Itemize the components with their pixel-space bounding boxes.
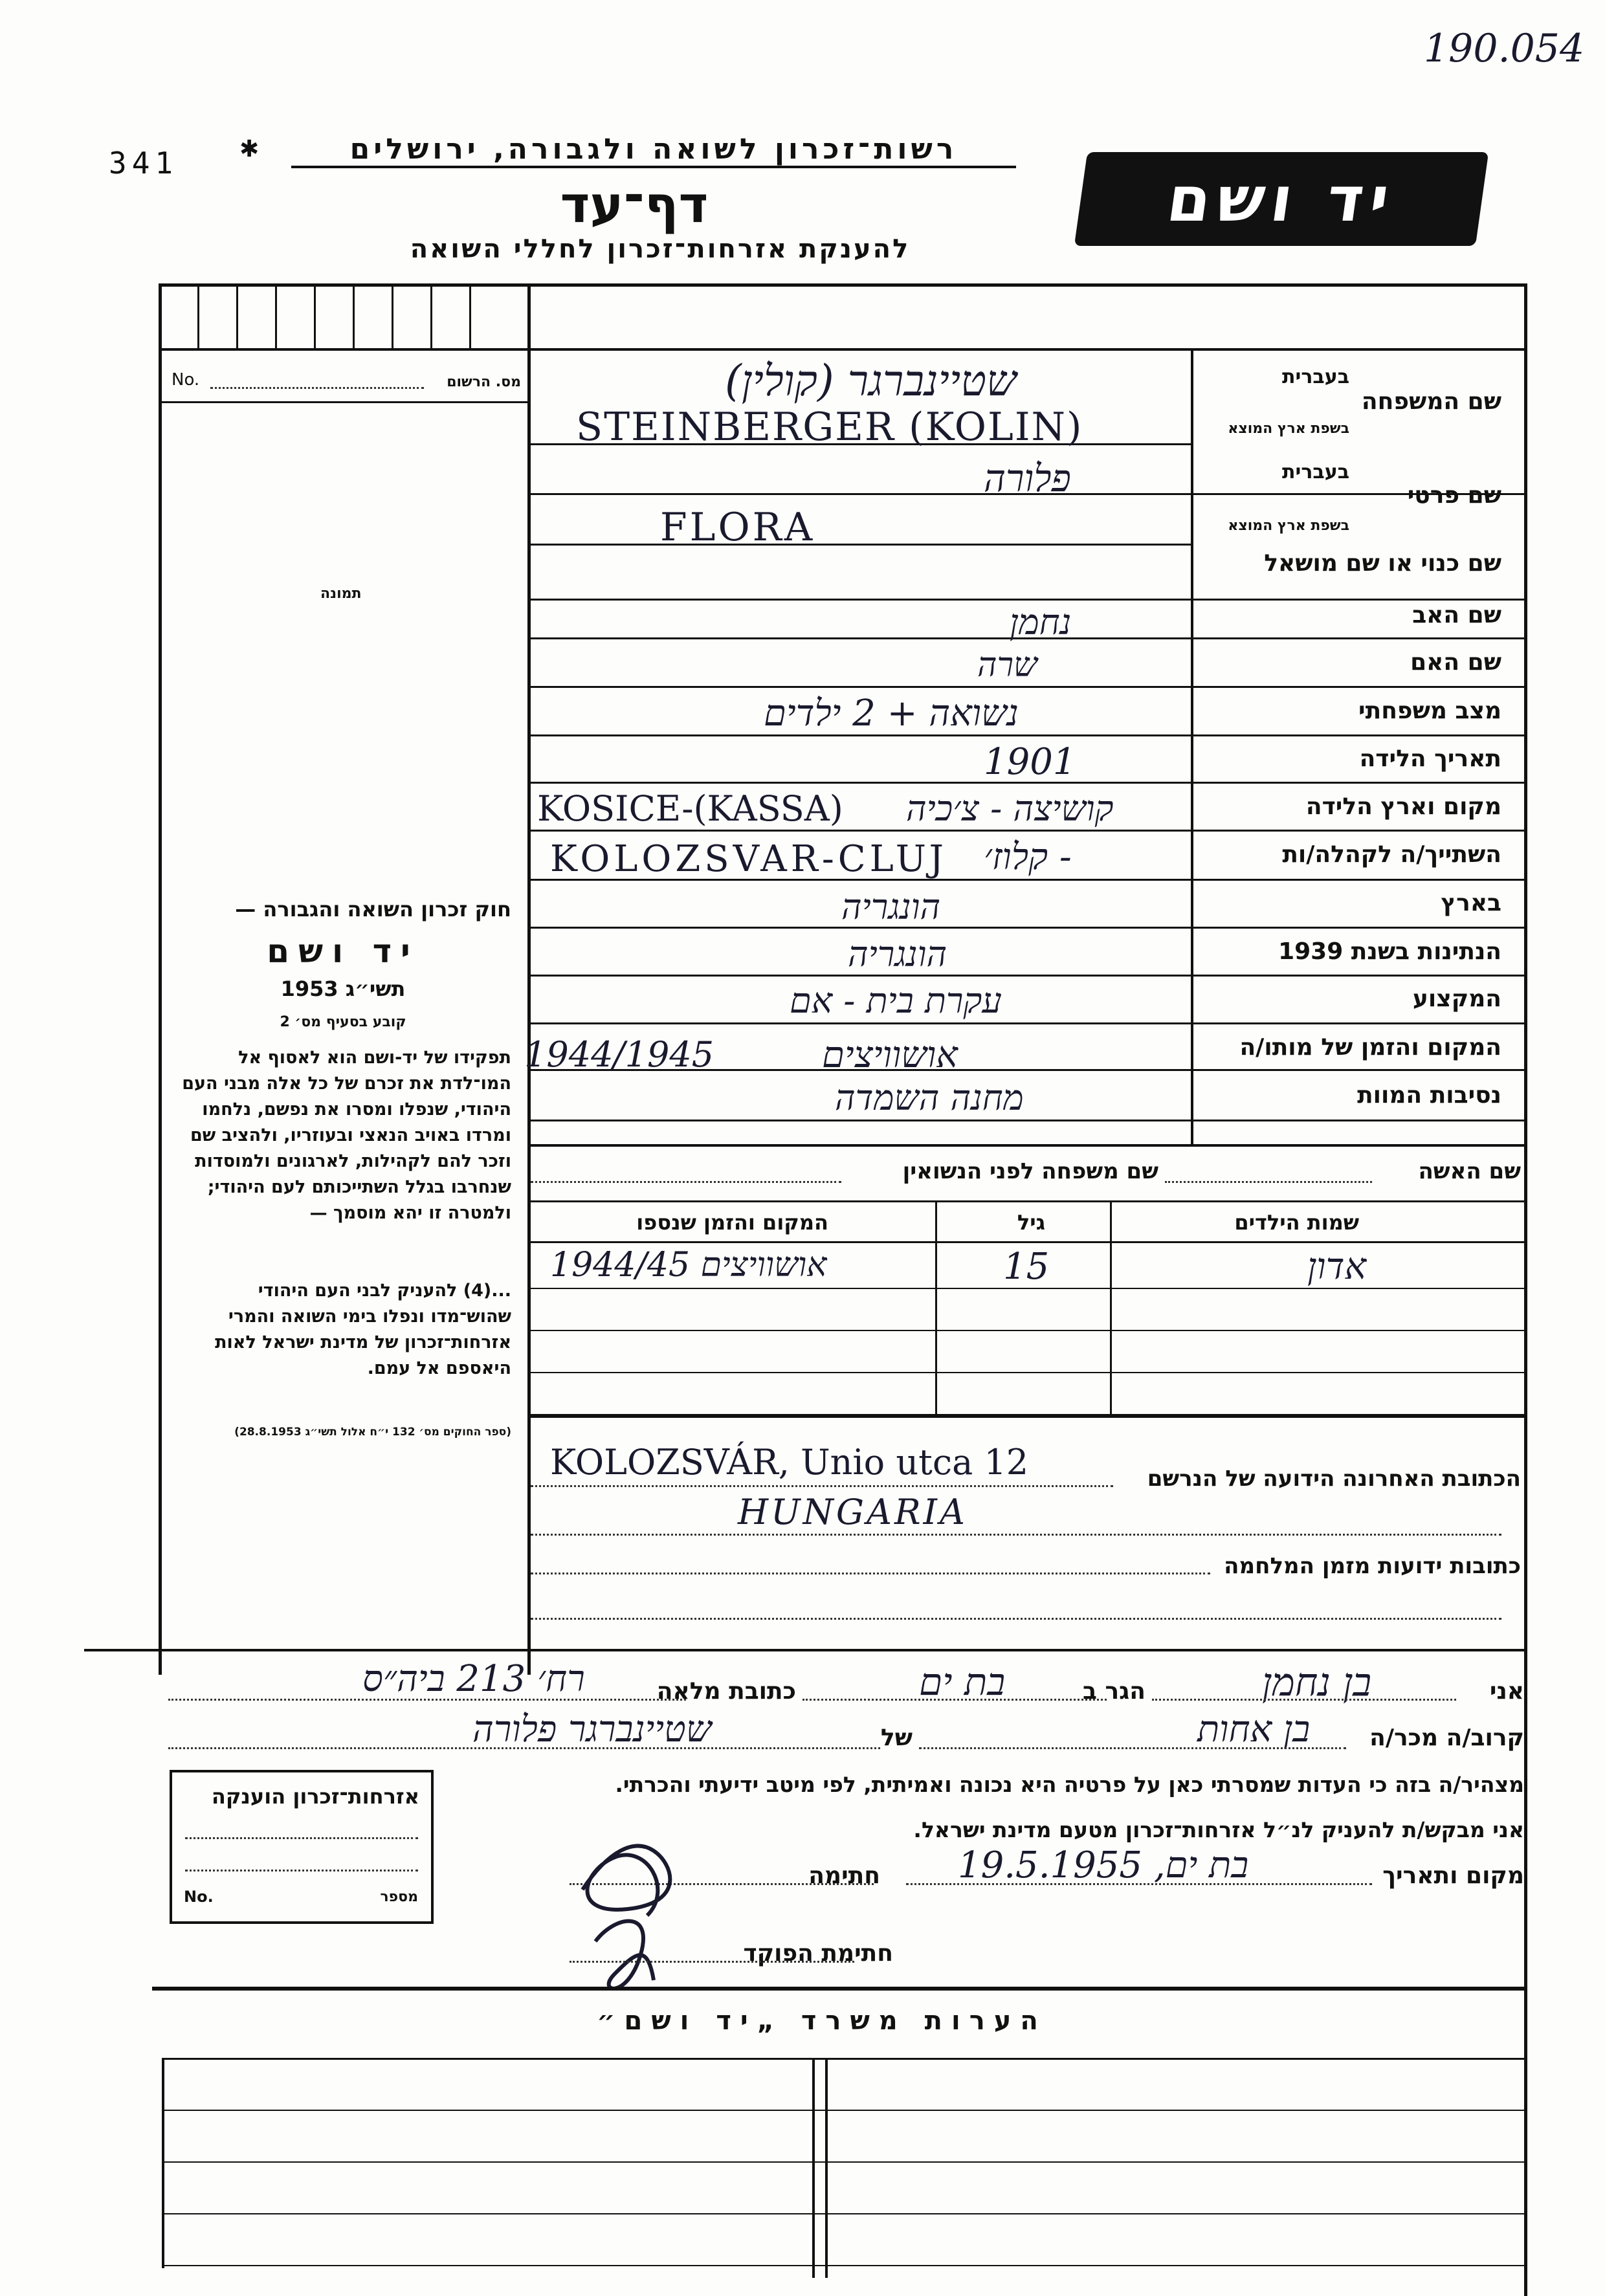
signature-label: חתימה [808,1862,880,1889]
law-year-hebrew: תשי״ג [345,977,406,1001]
registry-label: מס. הרשום [447,374,521,390]
full-address-label: כתובת מלאה [656,1678,796,1705]
circumstances-value: מחנה השמדה [835,1077,1024,1118]
mother-label: שם האם [1410,649,1501,676]
firstname-label: שם פרטי [1407,482,1501,509]
surname-hebrew-sub: בעברית [1282,366,1349,388]
place-date-label: מקום ותאריך [1382,1862,1524,1889]
law-text-2: ...(4) להעניק לבני העם היהודי שהוש־מדו ונפלו בימי השואה והמרי אזרחות־זכרון של מדינת ישראל לאות היאספם אל עמם. [215,1281,511,1378]
of-label: של [880,1725,913,1751]
yad-vashem-logo: יד ושם [1074,152,1489,246]
birthdate-label: תאריך הלידה [1359,745,1501,772]
citizenship-box-no: No. [184,1888,214,1906]
firstname-origin-sub: בשפת ארץ המוצא [1228,518,1349,534]
community-label: השתייך/ה לקהלה/ות [1282,841,1501,868]
mother-value: שרה [977,646,1037,685]
nickname-label: שם כנוי או שם מושאל [1264,550,1501,577]
community-latin-value: KOLOZSVAR-CLUJ [550,838,947,880]
ink-mark-icon: ✱ [239,136,260,162]
country-value: הונגריה [841,887,941,927]
surname-latin-value: STEINBERGER (KOLIN) [576,404,1083,450]
page-number: 341 [109,146,179,181]
declarant-city: בת ים [919,1660,1006,1704]
declarant-address: רח׳ 213 ביה״ס [362,1658,585,1700]
citizenship-box [170,1770,434,1924]
declaration-text: מצהיר/ה בזה כי העדות שמסרתי כאן על פרטיה היא נכונה ואמיתית, לפי מיטב ידיעתי והכרתי. [615,1772,1524,1797]
spouse-label: שם האשה [1418,1158,1521,1184]
death-year-value: 1944/1945 [524,1034,714,1075]
community-hebrew-value: - קלוז׳ [984,836,1072,878]
child-name: אדון [1307,1246,1367,1288]
archive-number: 190.054 [1424,26,1585,71]
registry-no: No. [172,370,200,390]
law-year-number: 1953 [280,977,338,1001]
maiden-name-label: שם משפחה לפני הנשואין [902,1158,1158,1184]
citizenship-box-title: אזרחות־זכרון הוענקה [211,1784,419,1809]
father-value: נחמן [1010,602,1072,643]
death-label: המקום והזמן של מותו/ה [1239,1034,1501,1061]
children-name-header: שמות הילדים [1234,1210,1359,1235]
child-age: 15 [1003,1246,1050,1288]
law-text-1: תפקידו של יד-ושם הוא לאסוף אל המו־לדת את זכרם של כל אלה מבני העם היהודי, שנפלו ומסרו את נפשם, נלחמו ומרדו באויב הנאצי ובעוזריו, ולהציב שם וזכר להם לקהילות, לארגונים ולמוסדות שנחרבו בגלל השתייכותם לעם היהודי; ולמטרה זו יהא מוסמך — [182,1048,511,1223]
surname-label: שם המשפחה [1361,388,1501,415]
citizenship-box-number-label: מספר [380,1889,418,1905]
resides-label: הגר ב [1083,1678,1146,1705]
citizenship-label: הנתינות בשנת 1939 [1278,938,1501,965]
profession-label: המקצוע [1412,986,1501,1012]
birthplace-label: מקום וארץ הלידה [1305,793,1501,820]
birthplace-hebrew-value: קושיצה - צ׳כיה [906,788,1114,829]
firstname-hebrew-sub: בעברית [1282,461,1349,483]
children-age-header: גיל [1017,1210,1045,1235]
country-label: בארץ [1441,890,1501,916]
relation-value: בן אחות [1197,1708,1311,1750]
official-signature-label: חתימת הפוקד [743,1940,893,1967]
declarant-i-label: אני [1489,1678,1524,1705]
law-title: חוק זכרון השואה והגבורה — [235,897,511,922]
declarant-signature [557,1812,712,2006]
photo-label: תמונה [320,586,362,602]
children-place-header: המקום והזמן שנספו [636,1210,828,1235]
circumstances-label: נסיבות המוות [1357,1082,1501,1109]
surname-origin-sub: בשפת ארץ המוצא [1228,421,1349,437]
birthdate-value: 1901 [984,741,1076,783]
request-text: אני מבקש/ת להעניק לנ״ל אזרחות־זכרון מטעם מדינת ישראל. [913,1817,1524,1842]
remarks-title: הערות משרד „יד ושם״ [597,2006,1047,2036]
birthplace-latin-value: KOSICE-(KASSA) [537,788,843,829]
of-value: שטיינברגר פלורה [472,1708,712,1750]
marital-value: נשואה + 2 ילדים [764,692,1019,734]
child-place: 1944/45 אושוויצים [550,1246,827,1285]
marital-label: מצב משפחתי [1358,698,1501,724]
declarant-name: בן נחמן [1262,1660,1372,1705]
firstname-latin-value: FLORA [660,505,815,550]
law-source: (ספר החוקים מס׳ 132 י״ח אלול תשי״ג 28.8.1953) [234,1426,511,1439]
wartime-address-label: כתובות ידועות מזמן המלחמה [1224,1553,1521,1579]
authority-title: רשות־זכרון לשואה ולגבורה, ירושלים [291,133,1016,168]
address-line-1: KOLOZSVÁR, Unio utca 12 [550,1442,1029,1483]
relation-label: קרוב/ה מכר/ה [1369,1725,1524,1751]
profession-value: עקרת בית - אם [790,980,1002,1021]
surname-hebrew-value: שטיינברגר (קולין) [725,356,1017,406]
address-line-2: HUNGARIA [738,1492,968,1532]
law-clause: קובע בסעיף מס׳ 2 [280,1014,406,1030]
place-date-value: בת ים, 19.5.1955 [958,1844,1249,1886]
firstname-hebrew-value: פלורה [984,456,1071,500]
law-year [175,976,511,1002]
citizenship-value: הונגריה [848,934,947,975]
form-title: דף־עד [560,176,709,234]
form-subtitle: להענקת אזרחות־זכרון לחללי השואה [410,234,911,264]
death-place-value: אושוויצים [822,1034,958,1076]
law-name: יד ושם [267,933,419,970]
father-label: שם האב [1412,602,1501,628]
last-address-label: הכתובת האחרונה הידועה של הנרשם [1147,1466,1521,1492]
